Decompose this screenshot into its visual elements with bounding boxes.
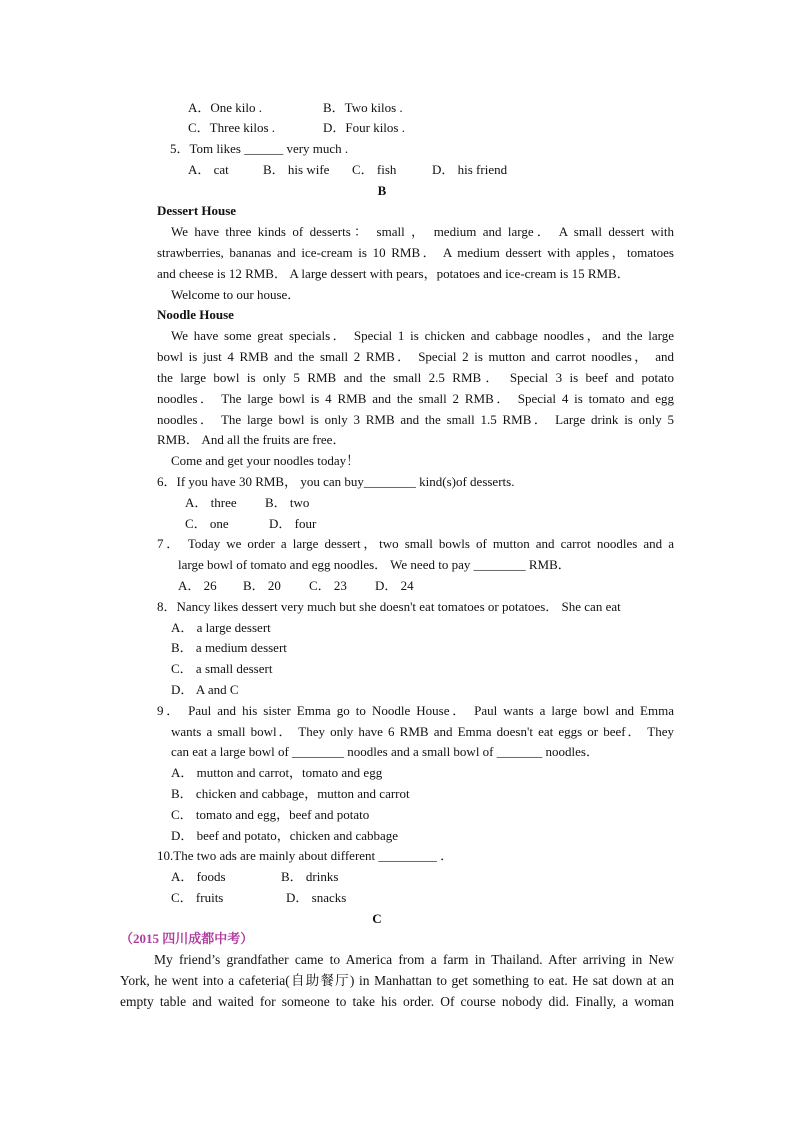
- q5-stem: 5．Tom likes ______ very much .: [170, 141, 349, 156]
- q7-line-2: large bowl of tomato and egg noodles． We need to pay ________ RMB．: [178, 557, 571, 572]
- passage-c-line-1: My friend’s grandfather came to America from a farm in Thailand. After arriving in New: [154, 952, 674, 967]
- q7-option-a: A． 26: [178, 578, 217, 593]
- q8-option-c: C． a small dessert: [171, 661, 273, 676]
- noodle-closing: Come and get your noodles today！: [171, 453, 360, 468]
- q6-option-c: C． one: [185, 516, 229, 531]
- q5-option-b: B． his wife: [263, 162, 330, 177]
- q10-option-a: A． foods: [171, 869, 226, 884]
- noodle-line-3: the large bowl is only 5 RMB and the small 2.5 RMB． Special 3 is beef and potato: [157, 370, 674, 385]
- q6-option-a: A． three: [185, 495, 237, 510]
- noodle-line-6: RMB． And all the fruits are free．: [157, 432, 346, 447]
- q10-option-d: D． snacks: [286, 890, 347, 905]
- noodle-house-title: Noodle House: [157, 307, 234, 322]
- q10-option-c: C． fruits: [171, 890, 224, 905]
- q9-option-b: B． chicken and cabbage，mutton and carrot: [171, 786, 410, 801]
- q7-option-c: C． 23: [309, 578, 347, 593]
- section-b-label: B: [377, 183, 387, 198]
- q7-option-d: D． 24: [375, 578, 414, 593]
- q5-option-d: D． his friend: [432, 162, 508, 177]
- q9-option-a: A． mutton and carrot，tomato and egg: [171, 765, 383, 780]
- q6-option-b: B． two: [265, 495, 310, 510]
- q10-option-b: B． drinks: [281, 869, 339, 884]
- q4-option-d: D．Four kilos .: [323, 120, 405, 135]
- q10-stem: 10.The two ads are mainly about different _________ ．: [157, 848, 454, 863]
- q4-option-a: A．One kilo .: [188, 100, 263, 115]
- noodle-line-4: noodles． The large bowl is 4 RMB and the small 2 RMB． Special 4 is tomato and egg: [157, 391, 674, 406]
- noodle-line-1: We have some great specials． Special 1 is chicken and cabbage noodles，and the large: [171, 328, 674, 343]
- noodle-line-2: bowl is just 4 RMB and the small 2 RMB． Special 2 is mutton and carrot noodles， and: [157, 349, 674, 364]
- q9-line-2: wants a small bowl． They only have 6 RMB and Emma doesn't eat eggs or beef． They: [171, 724, 674, 739]
- q9-line-3: can eat a large bowl of ________ noodles and a small bowl of _______ noodles．: [171, 744, 599, 759]
- section-c-label: C: [372, 911, 382, 926]
- dessert-house-title: Dessert House: [157, 203, 237, 218]
- q8-option-d: D． A and C: [171, 682, 239, 697]
- dessert-welcome: Welcome to our house．: [171, 287, 301, 302]
- dessert-line-3: and cheese is 12 RMB． A large dessert with pears，potatoes and ice-cream is 15 RMB．: [157, 266, 630, 281]
- dessert-line-2: strawberries, bananas and ice-cream is 10 RMB． A medium dessert with apples，tomatoes: [157, 245, 674, 260]
- q7-line-1: 7． Today we order a large dessert，two small bowls of mutton and carrot noodles and a: [157, 536, 674, 551]
- q9-option-c: C． tomato and egg，beef and potato: [171, 807, 370, 822]
- q6-stem: 6．If you have 30 RMB， you can buy________ kind(s)of desserts.: [157, 474, 515, 489]
- passage-c-line-2: York, he went into a cafeteria(自助餐厅) in Manhattan to get something to eat. He sat down at an: [120, 973, 674, 988]
- noodle-line-5: noodles． The large bowl is only 3 RMB and the small 1.5 RMB． Large drink is only 5: [157, 412, 674, 427]
- q8-stem: 8．Nancy likes dessert very much but she doesn't eat tomatoes or potatoes． She can eat: [157, 599, 621, 614]
- q5-option-c: C． fish: [352, 162, 397, 177]
- q4-option-b: B．Two kilos .: [323, 100, 403, 115]
- q9-option-d: D． beef and potato，chicken and cabbage: [171, 828, 399, 843]
- q9-line-1: 9． Paul and his sister Emma go to Noodle House． Paul wants a large bowl and Emma: [157, 703, 674, 718]
- passage-c-line-3: empty table and waited for someone to take his order. Of course nobody did. Finally, a woman: [120, 994, 674, 1009]
- q7-option-b: B． 20: [243, 578, 281, 593]
- q6-option-d: D． four: [269, 516, 317, 531]
- q4-option-c: C．Three kilos .: [188, 120, 276, 135]
- q8-option-a: A． a large dessert: [171, 620, 271, 635]
- q8-option-b: B． a medium dessert: [171, 640, 287, 655]
- dessert-line-1: We have three kinds of desserts： small ， medium and large． A small dessert with: [171, 224, 674, 239]
- source-tag: （2015 四川成都中考）: [120, 931, 254, 946]
- q5-option-a: A． cat: [188, 162, 229, 177]
